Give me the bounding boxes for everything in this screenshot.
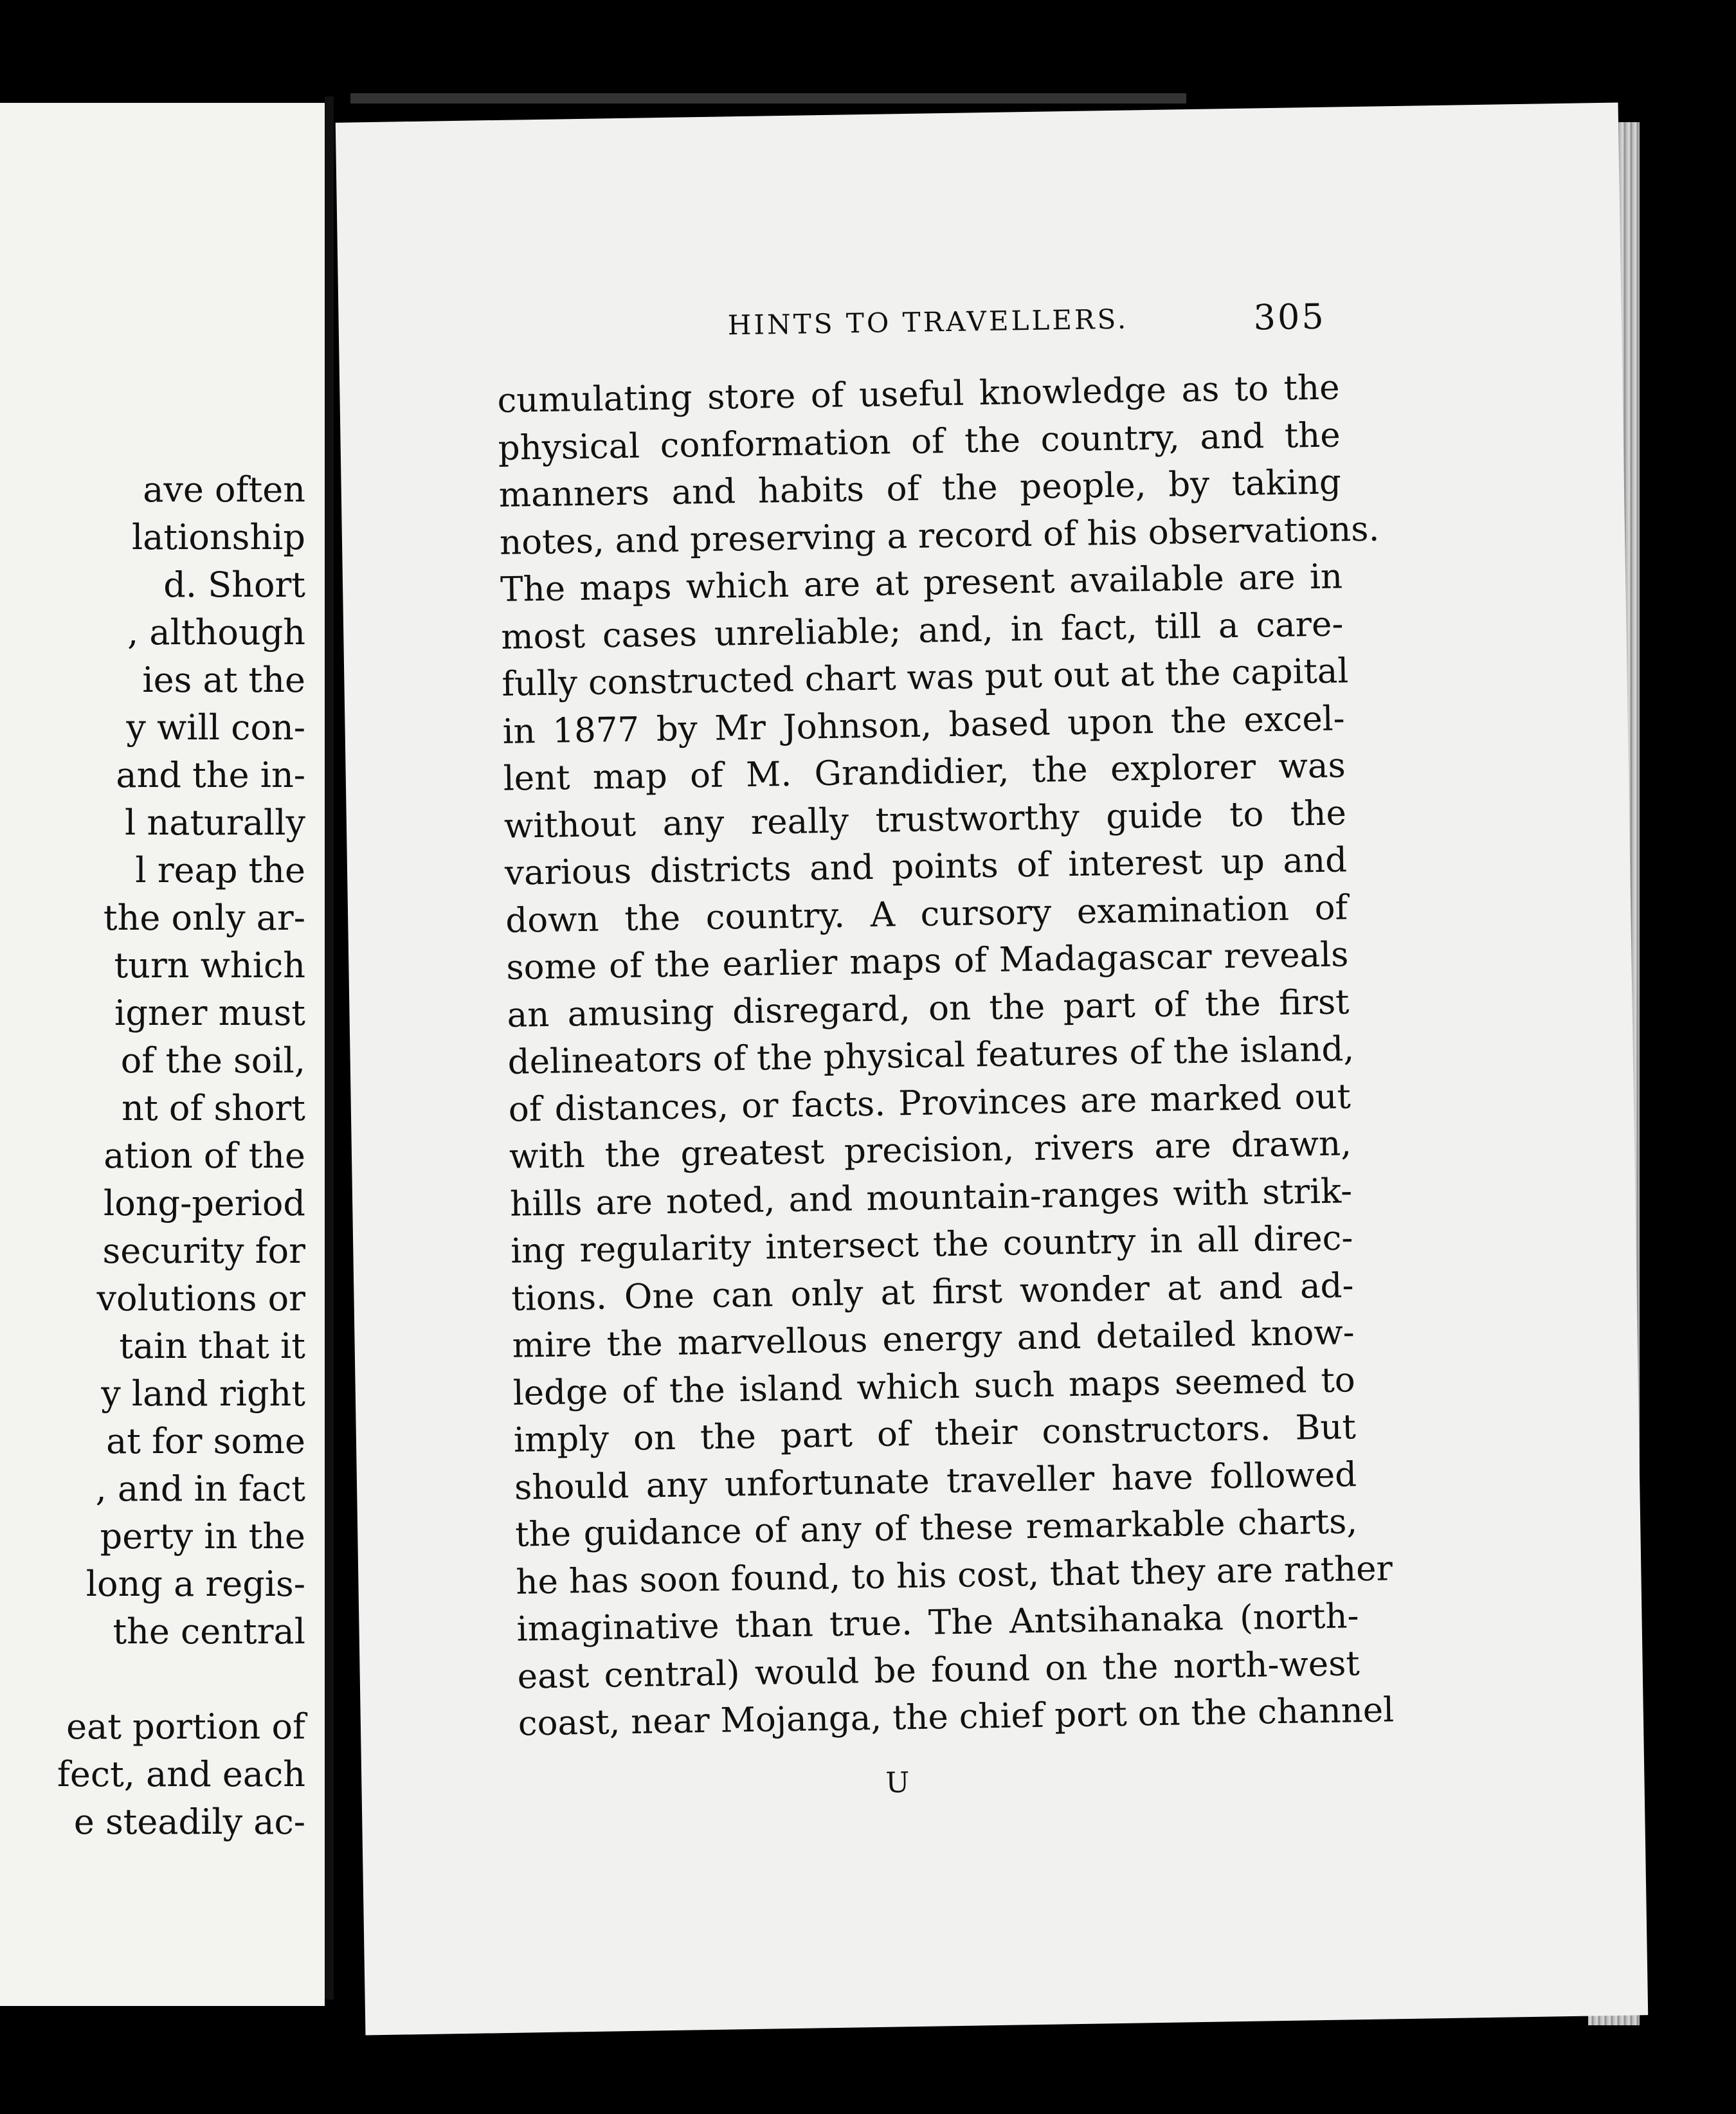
text-line: long-period [103, 1183, 305, 1224]
text-line: delineators of the physical features of the island, [507, 1029, 1355, 1082]
text-line: l naturally [125, 802, 305, 843]
text-line: ation of the [104, 1135, 305, 1176]
book-gutter [325, 96, 334, 2000]
text-line: y will con- [126, 707, 305, 748]
text-line: notes, and preserving a record of his observations. [499, 509, 1380, 563]
text-line: lent map of M. Grandidier, the explorer was [503, 746, 1346, 799]
text-line: with the greatest precision, rivers are drawn, [509, 1124, 1352, 1177]
text-line: down the country. A cursory examination of [505, 887, 1348, 941]
text-line: ave often [143, 469, 305, 510]
text-line: fect, and each [57, 1754, 305, 1794]
text-line: ies at the [142, 660, 305, 700]
signature-mark: U [885, 1766, 910, 1800]
text-line: of distances, or facts. Provinces are marked out [508, 1076, 1352, 1130]
text-line: physical conformation of the country, and the [498, 415, 1341, 468]
body-text [497, 364, 1395, 1748]
text-line: imaginative than true. The Antsihanaka (north- [516, 1596, 1359, 1649]
text-line: various districts and points of interest up and [504, 840, 1348, 893]
text-line: turn which [114, 945, 305, 986]
left-page-text [0, 466, 305, 1846]
text-line: , and in fact [95, 1468, 305, 1509]
text-line: l reap the [135, 850, 305, 890]
text-line: manners and habits of the people, by taking [498, 462, 1342, 515]
text-line: hills are noted, and mountain-ranges with strik- [509, 1171, 1353, 1224]
text-line: mire the marvellous energy and detailed know- [512, 1313, 1355, 1366]
text-line: security for [102, 1231, 305, 1271]
text-line: long a regis- [86, 1564, 305, 1604]
text-line: and the in- [116, 755, 305, 795]
text-line: e steadily ac- [73, 1802, 305, 1842]
text-line: an amusing disregard, on the part of the first [507, 982, 1350, 1035]
text-line: y land right [101, 1373, 305, 1414]
text-line: most cases unreliable; and, in fact, till a care- [500, 604, 1344, 657]
text-line: in 1877 by Mr Johnson, based upon the excel- [502, 698, 1345, 752]
text-line: volutions or [96, 1278, 305, 1319]
text-line: east central) would be found on the north-west [517, 1643, 1361, 1697]
left-page [0, 103, 325, 2006]
text-line: , although [127, 612, 305, 653]
text-line: d. Short [163, 565, 305, 605]
running-head [727, 296, 1326, 355]
text-line: The maps which are at present available are in [500, 557, 1343, 610]
text-line: some of the earlier maps of Madagascar reveals [505, 935, 1349, 988]
running-title: HINTS TO TRAVELLERS. [727, 303, 1129, 341]
text-line: nt of short [122, 1088, 305, 1128]
text-line: the only ar- [103, 898, 305, 938]
text-line: should any unfortunate traveller have followed [514, 1454, 1357, 1508]
text-line: at for some [106, 1421, 305, 1461]
page-top-shadow [350, 93, 1186, 104]
text-line: lationship [131, 517, 305, 557]
text-line: tain that it [119, 1326, 305, 1366]
text-line: he has soon found, to his cost, that they are rather [515, 1548, 1393, 1602]
right-page [336, 103, 1648, 2036]
text-line: cumulating store of useful knowledge as to the [497, 368, 1340, 420]
text-line: perty in the [100, 1516, 305, 1557]
text-line: igner must [114, 993, 305, 1033]
page-number: 305 [1253, 296, 1326, 338]
text-line: imply on the part of their constructors. But [513, 1407, 1357, 1460]
text-line: eat portion of [66, 1706, 305, 1747]
text-line: coast, near Mojanga, the chief port on the channel [518, 1690, 1395, 1744]
text-line: fully constructed chart was put out at the capital [502, 651, 1349, 704]
text-line: ing regularity intersect the country in all direc- [510, 1218, 1353, 1271]
text-line: ledge of the island which such maps seemed to [512, 1360, 1356, 1413]
text-line: the guidance of any of these remarkable charts, [514, 1502, 1358, 1555]
text-line: the central [113, 1611, 305, 1652]
text-line: tions. One can only at first wonder at and ad- [511, 1265, 1354, 1319]
text-line [0, 1656, 305, 1703]
text-line: of the soil, [120, 1040, 305, 1081]
text-line: without any really trustworthy guide to the [503, 793, 1347, 846]
